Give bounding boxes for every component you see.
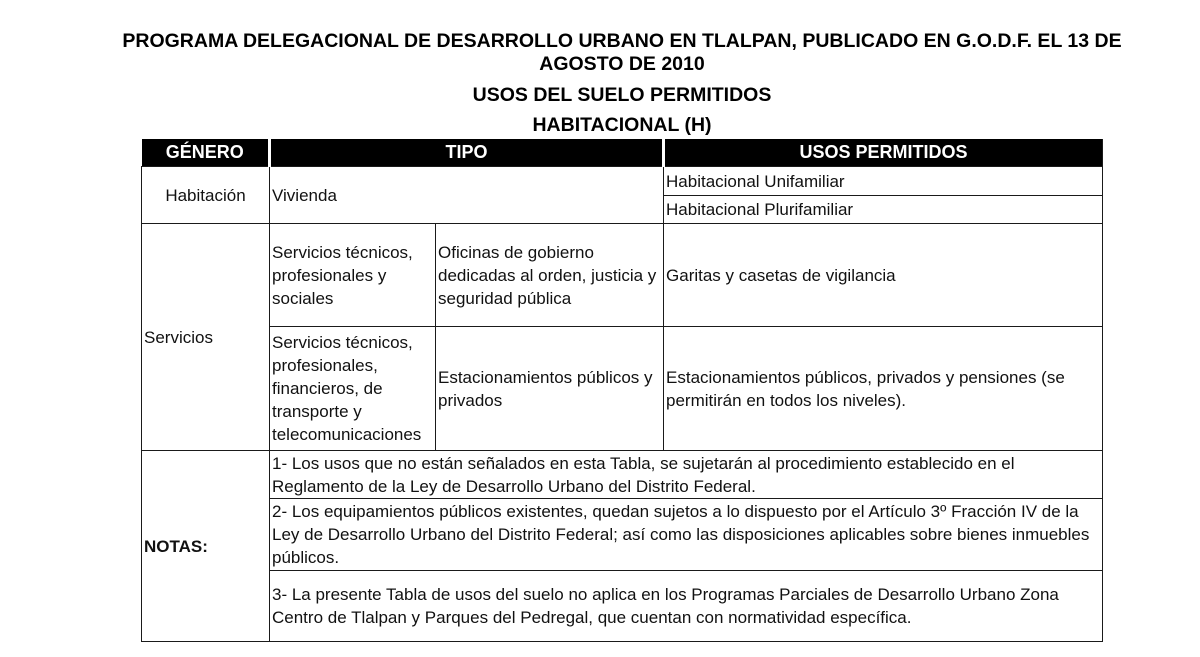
table-header-row: [142, 139, 1103, 167]
table-row: [142, 167, 1103, 196]
table-row: [142, 327, 1103, 451]
header-genero: GÉNERO: [142, 139, 270, 167]
genero-habitacion: Habitación: [142, 167, 270, 224]
land-use-table: [141, 139, 1103, 642]
section-title: USOS DEL SUELO PERMITIDOS: [472, 84, 772, 106]
tipo-servicios-1: Servicios técnicos, profesionales y sociales: [270, 224, 436, 327]
nota-1: 1- Los usos que no están señalados en esta Tabla, se sujetarán al procedimiento establecido en el Reglamento de la Ley de Desarrollo Urbano del Distrito Federal.: [270, 451, 1103, 499]
nota-2: 2- Los equipamientos públicos existentes, quedan sujetos a lo dispuesto por el Artículo 3º Fracción IV de la Ley de Desarrollo Urbano del Distrito Federal; así como las disposiciones aplicables sobre bienes inmuebles públicos.: [270, 499, 1103, 571]
table-row: [142, 224, 1103, 327]
tipo-servicios-2: Servicios técnicos, profesionales, financieros, de transporte y telecomunicaciones: [270, 327, 436, 451]
subtipo-servicios-1: Oficinas de gobierno dedicadas al orden, justicia y seguridad pública: [436, 224, 664, 327]
uso-plurifamiliar: Habitacional Plurifamiliar: [664, 196, 1103, 224]
header-usos-permitidos: USOS PERMITIDOS: [664, 139, 1103, 167]
subsection-title: HABITACIONAL (H): [532, 114, 712, 136]
uso-servicios-2: Estacionamientos públicos, privados y pensiones (se permitirán en todos los niveles).: [664, 327, 1103, 451]
table-row: [142, 499, 1103, 571]
table-row: [142, 451, 1103, 499]
notas-label: NOTAS:: [142, 451, 270, 642]
tipo-vivienda: Vivienda: [270, 167, 664, 224]
header-tipo: TIPO: [270, 139, 664, 167]
uso-servicios-1: Garitas y casetas de vigilancia: [664, 224, 1103, 327]
subtipo-servicios-2: Estacionamientos públicos y privados: [436, 327, 664, 451]
genero-servicios: Servicios: [142, 224, 270, 451]
table-row: [142, 571, 1103, 642]
nota-3: 3- La presente Tabla de usos del suelo no aplica en los Programas Parciales de Desarrollo Urbano Zona Centro de Tlalpan y Parques del Pedregal, que cuentan con normatividad específica.: [270, 571, 1103, 642]
document-title: PROGRAMA DELEGACIONAL DE DESARROLLO URBANO EN TLALPAN, PUBLICADO EN G.O.D.F. EL 13 DE AGOSTO DE 2010: [122, 30, 1122, 75]
uso-unifamiliar: Habitacional Unifamiliar: [664, 167, 1103, 196]
